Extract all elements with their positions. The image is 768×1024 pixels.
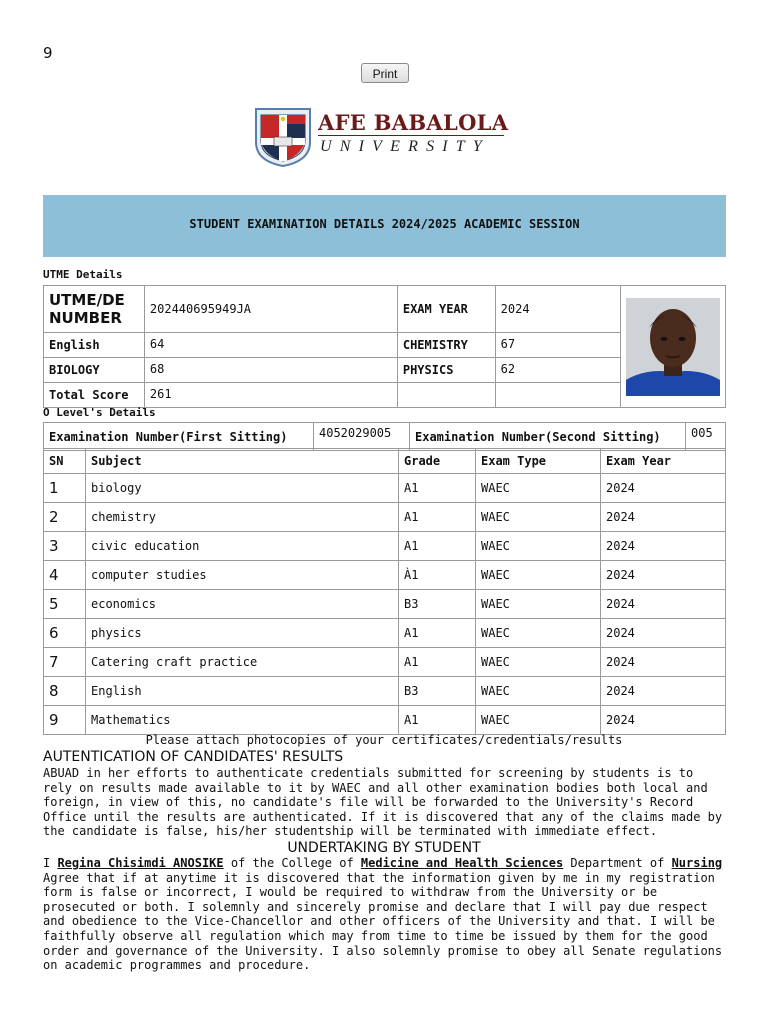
utme-row2-value1: 68 — [144, 358, 397, 383]
row-subject: English — [86, 677, 399, 706]
table-row — [44, 677, 726, 706]
olevel-results-table — [43, 448, 726, 735]
row-subject: economics — [86, 590, 399, 619]
table-row — [44, 619, 726, 648]
row-subject: computer studies — [86, 561, 399, 590]
header-subject: Subject — [86, 449, 399, 474]
row-grade: A1 — [399, 503, 476, 532]
row-exam-year: 2024 — [601, 532, 726, 561]
utme-row2-label1: BIOLOGY — [44, 358, 145, 383]
page-number: 9 — [43, 44, 53, 62]
total-score-label: Total Score — [44, 383, 145, 408]
undertaking-text-part: Department of — [563, 856, 672, 870]
table-row — [44, 590, 726, 619]
attach-note: Please attach photocopies of your certificates/credentials/results — [145, 733, 623, 747]
row-grade: A1 — [399, 619, 476, 648]
second-sitting-label: Examination Number(Second Sitting) — [410, 423, 686, 451]
banner-title: STUDENT EXAMINATION DETAILS 2024/2025 ACADEMIC SESSION — [189, 217, 580, 231]
row-exam-type: WAEC — [476, 677, 601, 706]
row-subject: biology — [86, 474, 399, 503]
first-sitting-value: 4052029005 — [314, 423, 410, 451]
table-row — [44, 561, 726, 590]
utme-row1-label2: CHEMISTRY — [397, 333, 495, 358]
print-button[interactable]: Print — [361, 63, 409, 83]
row-sn: 5 — [44, 590, 86, 619]
student-photo-cell — [621, 286, 726, 408]
college-name: Medicine and Health Sciences — [360, 856, 564, 870]
student-photo — [626, 298, 720, 396]
table-header-row — [44, 449, 726, 474]
row-exam-year: 2024 — [601, 677, 726, 706]
row-sn: 7 — [44, 648, 86, 677]
utme-number-row — [44, 286, 726, 333]
header-exam-year: Exam Year — [601, 449, 726, 474]
row-exam-year: 2024 — [601, 590, 726, 619]
row-exam-type: WAEC — [476, 532, 601, 561]
second-sitting-value: 005 — [686, 423, 726, 451]
row-subject: civic education — [86, 532, 399, 561]
row-sn: 1 — [44, 474, 86, 503]
row-grade: A1 — [399, 474, 476, 503]
row-sn: 8 — [44, 677, 86, 706]
table-row — [44, 503, 726, 532]
total-score-value: 261 — [144, 383, 397, 408]
row-grade: A1 — [399, 532, 476, 561]
utme-row1-label1: English — [44, 333, 145, 358]
undertaking-text-part: I — [43, 856, 58, 870]
utme-number-value: 202440695949JA — [144, 286, 397, 333]
row-sn: 6 — [44, 619, 86, 648]
row-sn: 4 — [44, 561, 86, 590]
row-exam-type: WAEC — [476, 590, 601, 619]
utme-table — [43, 285, 726, 408]
undertaking-text-part: of the College of — [223, 856, 361, 870]
utme-row2-value2: 62 — [495, 358, 620, 383]
university-name-rule — [318, 135, 504, 136]
olevel-section-label: O Level's Details — [43, 406, 156, 419]
header-grade: Grade — [399, 449, 476, 474]
utme-row3-value2 — [495, 383, 620, 408]
student-name: Regina Chisimdi ANOSIKE — [57, 856, 224, 870]
university-subtitle: UNIVERSITY — [320, 138, 490, 155]
authentication-text: ABUAD in her efforts to authenticate credentials submitted for screening by students is to rely on results made available to it by WAEC and all other examination bodies both local and foreign, in view of this, no candidate's file will be forwarded to the University's Record Office until the results are authenticated. If it is discovered that any of the claims made by the candidate is false, his/her studentship will be terminated with immediate effect. — [43, 766, 723, 839]
table-row — [44, 648, 726, 677]
row-subject: Catering craft practice — [86, 648, 399, 677]
sitting-row — [44, 423, 726, 451]
row-grade: À1 — [399, 561, 476, 590]
row-exam-type: WAEC — [476, 503, 601, 532]
row-exam-year: 2024 — [601, 474, 726, 503]
header-sn: SN — [44, 449, 86, 474]
row-exam-year: 2024 — [601, 648, 726, 677]
header-exam-type: Exam Type — [476, 449, 601, 474]
utme-row1-value2: 67 — [495, 333, 620, 358]
exam-year-value: 2024 — [495, 286, 620, 333]
row-exam-type: WAEC — [476, 706, 601, 735]
row-exam-type: WAEC — [476, 648, 601, 677]
undertaking-text-part: Agree that if at anytime it is discovered that the information given by me in my registration form is false or incorrect, I would be required to withdraw from the University or be prosecuted or both. I solemnly and sincerely promise and declare that I will pay due respect and obedience to the Vice-Chancellor and other officers of the University and that. I will be faithfully observe all regulation which may from time to time be issued by them for the good order and governance of the University. I also solemnly promise to obey all Senate regulations on academic programmes and procedure. — [43, 870, 723, 973]
university-name: AFE BABALOLA — [318, 110, 509, 135]
first-sitting-label: Examination Number(First Sitting) — [44, 423, 314, 451]
utme-row3-label2 — [397, 383, 495, 408]
table-row — [44, 706, 726, 735]
authentication-heading: AUTENTICATION OF CANDIDATES' RESULTS — [43, 749, 344, 765]
row-exam-type: WAEC — [476, 619, 601, 648]
row-exam-year: 2024 — [601, 619, 726, 648]
utme-row1-value1: 64 — [144, 333, 397, 358]
row-exam-year: 2024 — [601, 706, 726, 735]
row-subject: Mathematics — [86, 706, 399, 735]
row-subject: chemistry — [86, 503, 399, 532]
undertaking-heading: UNDERTAKING BY STUDENT — [287, 840, 481, 856]
title-banner — [43, 195, 726, 257]
utme-number-label: UTME/DE NUMBER — [44, 286, 145, 333]
row-sn: 9 — [44, 706, 86, 735]
university-crest-logo — [253, 106, 313, 172]
row-grade: A1 — [399, 706, 476, 735]
row-exam-year: 2024 — [601, 561, 726, 590]
table-row — [44, 474, 726, 503]
undertaking-text — [43, 856, 728, 973]
row-sn: 3 — [44, 532, 86, 561]
row-grade: A1 — [399, 648, 476, 677]
department-name: Nursing — [671, 856, 723, 870]
exam-year-label: EXAM YEAR — [397, 286, 495, 333]
row-sn: 2 — [44, 503, 86, 532]
row-grade: B3 — [399, 677, 476, 706]
row-exam-year: 2024 — [601, 503, 726, 532]
table-row — [44, 532, 726, 561]
row-subject: physics — [86, 619, 399, 648]
row-exam-type: WAEC — [476, 561, 601, 590]
row-exam-type: WAEC — [476, 474, 601, 503]
utme-section-label: UTME Details — [43, 268, 123, 281]
sitting-table — [43, 422, 726, 451]
utme-row2-label2: PHYSICS — [397, 358, 495, 383]
row-grade: B3 — [399, 590, 476, 619]
